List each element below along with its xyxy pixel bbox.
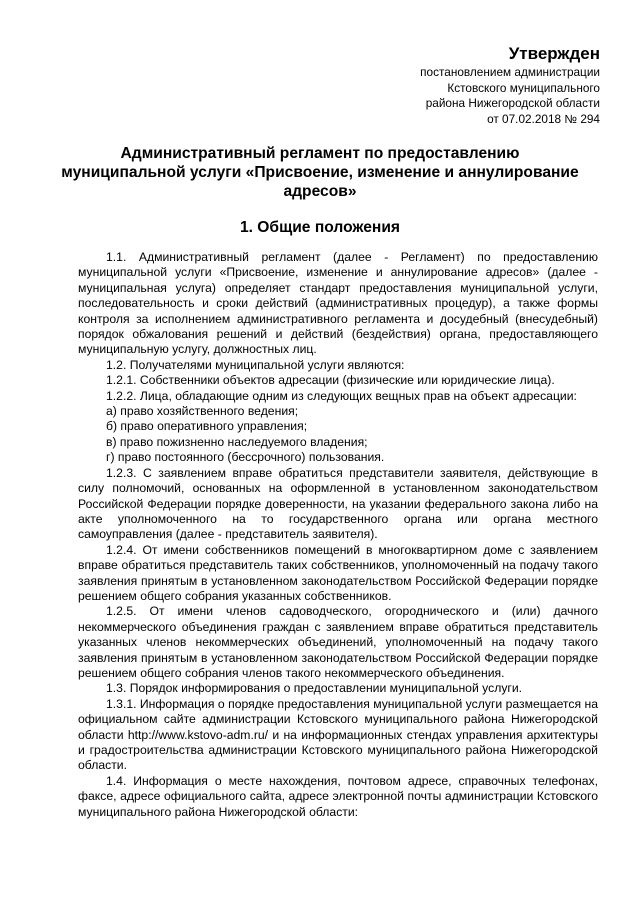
approval-line: Кстовского муниципального — [447, 80, 600, 95]
paragraph: 1.2. Получателями муниципальной услуги являются: — [106, 357, 405, 372]
list-item: б) право оперативного управления; — [106, 419, 308, 434]
paragraph: 1.3. Порядок информирования о предоставлении муниципальной услуги. — [106, 681, 523, 696]
document-body — [78, 250, 598, 820]
approval-line: постановлением администрации — [420, 65, 600, 79]
list-item: г) право постоянного (бессрочного) пользования. — [106, 450, 385, 465]
approval-block — [420, 44, 600, 127]
paragraph: 1.3.1. Информация о порядке предоставления муниципальной услуги размещается на официальном сайте администрации Кстовского муниципального района Нижегородской области http://www.kstovo-adm.ru/ и на информационных стендах управления архитектуры и градостроительства администрации Кстовского муниципального района Нижегородской области. — [78, 696, 598, 773]
paragraph: 1.2.3. С заявлением вправе обратиться представители заявителя, действующие в силу полномочий, основанных на оформленной в установленном законодательством Российской Федерации порядке доверенности, на указании федерального закона либо на акте уполномоченного на то государственного органа или органа местного самоуправления (далее - представитель заявителя). — [78, 465, 598, 542]
document-title: Административный регламент по предоставлению муниципальной услуги «Присвоение, изменение и аннулирование адресов» — [61, 145, 579, 200]
paragraph: 1.1. Административный регламент (далее - Регламент) по предоставлению муниципальной услуги «Присвоение, изменение и аннулирование адресов» (далее - муниципальная услуга) определяет стандарт предоставления муниципальной услуги, последовательность и сроки действий (административных процедур), а также формы контроля за исполнением административного регламента и досудебный (внесудебный) порядок обжалования решений и действий (бездействия) органа, предоставляющего муниципальную услугу, должностных лиц. — [78, 250, 598, 357]
list-item: а) право хозяйственного ведения; — [106, 404, 299, 419]
approval-date: от 07.02.2018 № 294 — [487, 111, 600, 126]
section-title: 1. Общие положения — [239, 219, 401, 236]
list-item: в) право пожизненно наследуемого владения; — [106, 434, 368, 449]
paragraph: 1.4. Информация о месте нахождения, почтовом адресе, справочных телефонах, факсе, адресе официального сайта, адресе электронной почты администрации Кстовского муниципального района Нижегородской области: — [78, 773, 598, 819]
approval-title: Утвержден — [508, 44, 600, 63]
paragraph: 1.2.5. От имени членов садоводческого, огороднического и (или) дачного некоммерческого объединения граждан с заявлением вправе обратиться представитель указанных членов некоммерческих объединений, уполномоченный на подачу такого заявления принятым в установленном законодательством Российской Федерации порядке решением общего собрания членов такого некоммерческого объединения. — [78, 604, 598, 680]
paragraph: 1.2.2. Лица, обладающие одним из следующих вещных прав на объект адресации: — [106, 388, 577, 403]
approval-line: района Нижегородской области — [425, 96, 600, 110]
paragraph: 1.2.4. От имени собственников помещений в многоквартирном доме с заявлением вправе обратиться представитель таких собственников, уполномоченный на подачу такого заявления принятым в установленном законодательством Российской Федерации порядке решением общего собрания указанных собственников. — [78, 542, 598, 603]
paragraph: 1.2.1. Собственники объектов адресации (физические или юридические лица). — [106, 373, 555, 388]
